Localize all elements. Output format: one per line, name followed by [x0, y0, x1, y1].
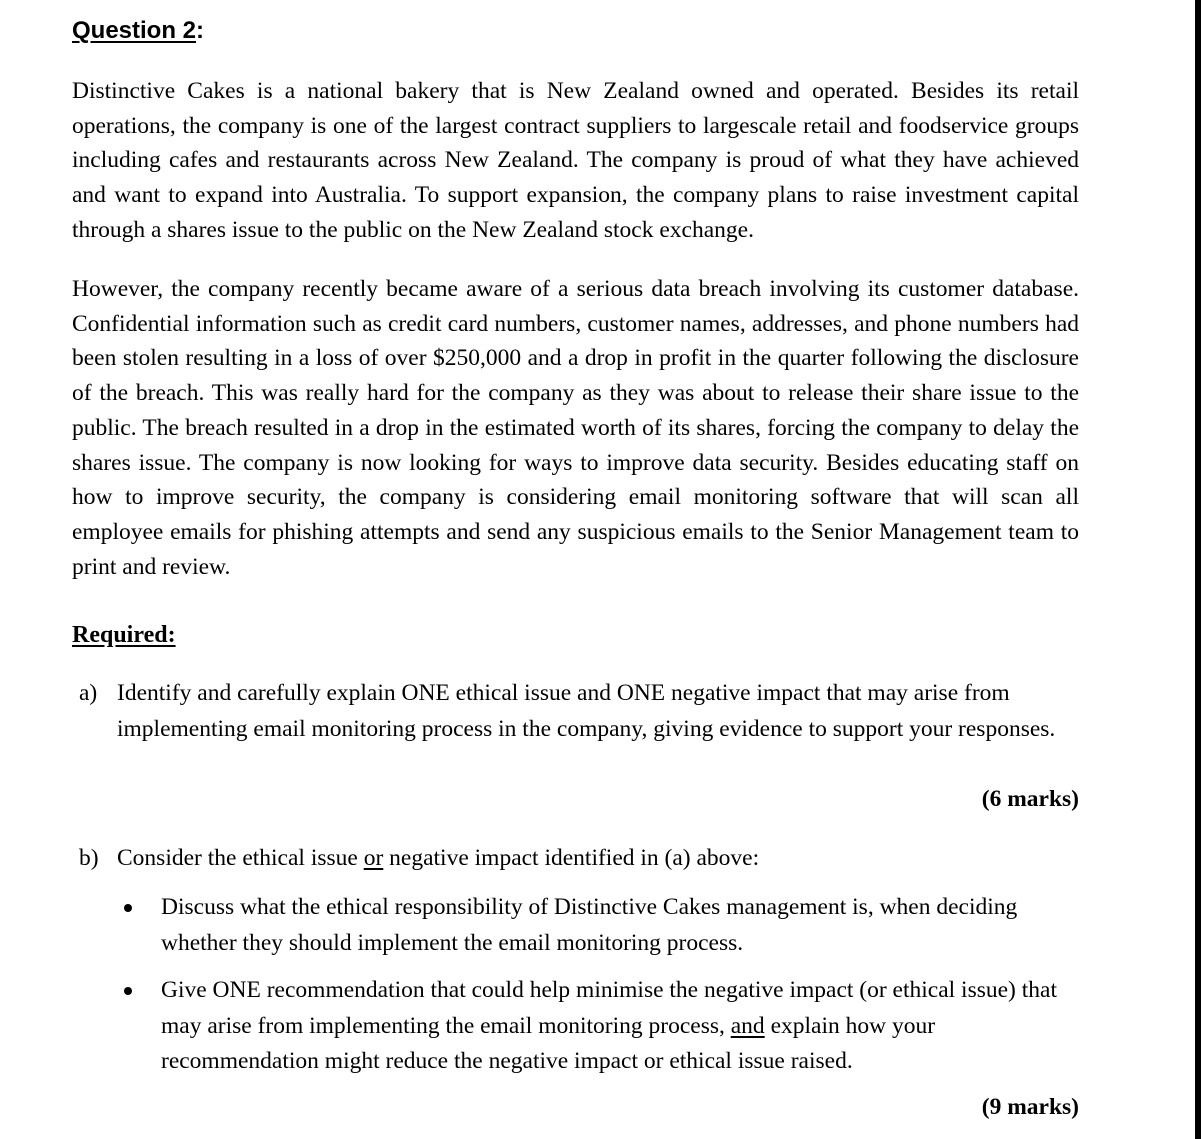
scenario-paragraph-2: However, the company recently became aware of a serious data breach involving its customer database. Confidential information such as credit card numbers, customer names, addresses, and phone numbers had been stolen resulting in a loss of over $250,000 and a drop in profit in the quarter following the disclosure of the breach. This was really hard for the company as they was about to release their share issue to the public. The breach resulted in a drop in the estimated worth of its shares, forcing the company to delay the shares issue. The company is now looking for ways to improve data security. Besides educating staff on how to improve security, the company is considering email monitoring software that will scan all employee emails for phishing attempts and send any suspicious emails to the Senior Management team to print and review.	[72, 276, 1079, 580]
part-a-text: Identify and carefully explain ONE ethical issue and ONE negative impact that may arise from implementing email monitoring process in the company, giving evidence to support your responses.	[117, 680, 1056, 742]
part-b-bullet-2-end: explain how your recommendation might reduce the negative impact or ethical issue raised.	[161, 1012, 936, 1074]
bullet-1-dot	[124, 904, 132, 912]
part-a-marks: (6 marks)	[981, 786, 1079, 812]
part-b-intro	[117, 841, 1079, 877]
part-b-intro-end: negative impact identified in (a) above:	[383, 845, 760, 871]
part-b-bullet-2-and: and	[730, 1012, 765, 1039]
bullet-2-dot	[124, 987, 132, 995]
part-b-bullet-1: Discuss what the ethical responsibility of Distinctive Cakes management is, when deciding whether they should implement the email monitoring process.	[161, 894, 1018, 956]
part-b-label: b)	[79, 845, 99, 871]
part-b-intro-or: or	[363, 845, 384, 871]
part-b-bullet-2	[161, 973, 1079, 1080]
page-edge-rule	[1195, 0, 1201, 1139]
scenario-paragraph-1: Distinctive Cakes is a national bakery that is New Zealand owned and operated. Besides its retail operations, the company is one of the largest contract suppliers to largescale retail and foodservice groups including cafes and restaurants across New Zealand. The company is proud of what they have achieved and want to expand into Australia. To support expansion, the company plans to raise investment capital through a shares issue to the public on the New Zealand stock exchange.	[72, 78, 1079, 243]
part-b-bullet-2-start: Give ONE recommendation that could help minimise the negative impact (or ethical issue) that may arise from implementing the email monitoring process,	[161, 977, 1057, 1039]
question-title-word: Question 2	[72, 17, 197, 44]
part-b-intro-start: Consider the ethical issue	[117, 845, 364, 871]
question-title-colon: :	[196, 17, 205, 44]
part-a-label: a)	[79, 680, 98, 706]
required-heading: Required:	[72, 622, 176, 648]
part-b-marks: (9 marks)	[981, 1094, 1079, 1120]
question-title	[72, 15, 204, 47]
